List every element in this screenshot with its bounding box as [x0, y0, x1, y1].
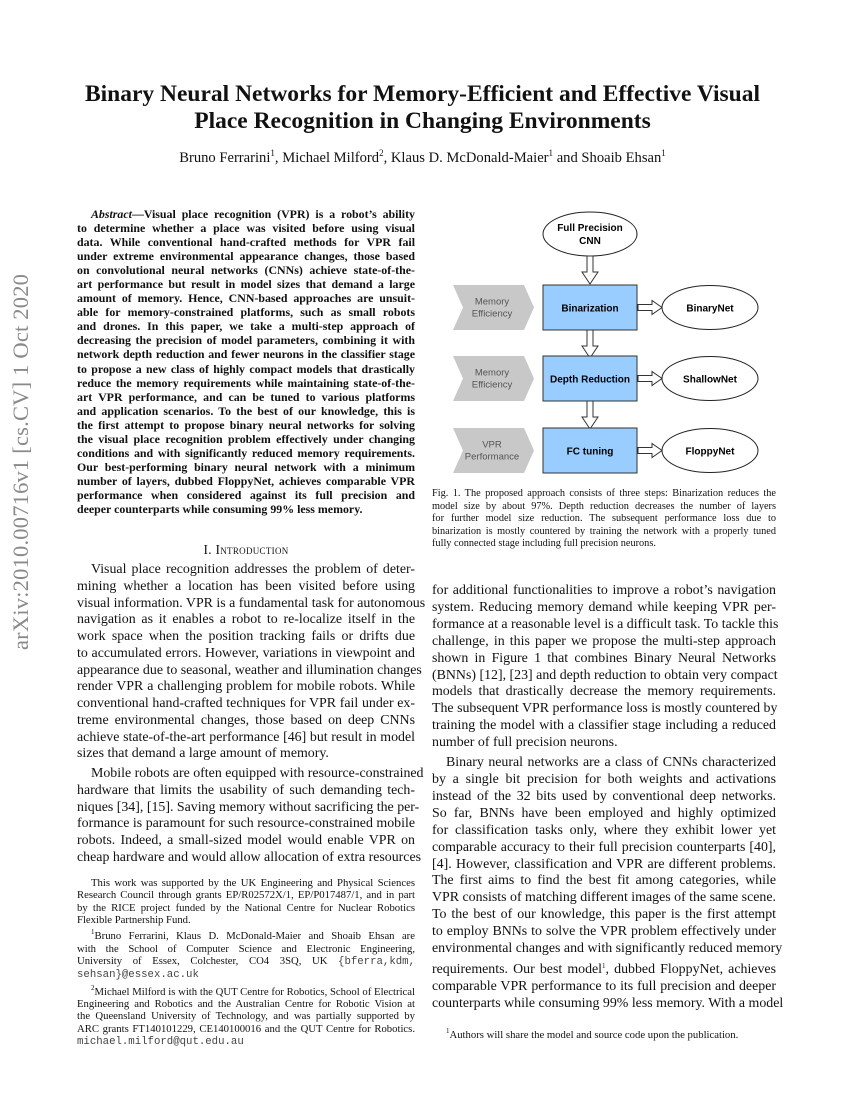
footnote-mark: 2 — [91, 983, 95, 992]
step-label: Binarization — [561, 303, 619, 315]
text-line: hardware that limits the usability of such demanding tech- — [77, 782, 415, 798]
affiliation-mark: 1 — [270, 148, 275, 158]
text-line: visual information. VPR is a fundamental task for autonomous — [77, 595, 426, 611]
email-text: michael.milford@qut.edu.au — [77, 1036, 244, 1049]
goal-label: Performance — [464, 451, 520, 463]
right-arrow-icon — [638, 444, 662, 458]
footnotes-right — [432, 1025, 776, 1041]
text-line: to determine whether a place was visited before using visual — [77, 221, 415, 236]
text-line: challenge, in this paper we propose the multi-step approach — [432, 633, 776, 649]
right-arrow-icon — [638, 372, 662, 386]
down-arrow-icon — [582, 256, 598, 284]
arxiv-identifier: arXiv:2010.00716v1 [cs.CV] 1 Oct 2020 — [8, 273, 33, 650]
text-line: to employ BNNs to solve the VPR problem effectively under — [432, 924, 776, 940]
input-label: Full Precision — [557, 223, 623, 234]
footnote-mark: 1 — [91, 928, 95, 937]
text-line: instead of the 32 bits used by conventional deep networks. — [432, 788, 776, 804]
text-line: for further model size reduction. The subsequent performance loss due to — [432, 513, 776, 524]
goal-label: Efficiency — [471, 379, 513, 391]
text-span: requirements. Our best model — [432, 961, 603, 977]
paragraph — [432, 1025, 776, 1041]
text-line: for classification tasks only, where they exhibit lower yet — [432, 822, 776, 838]
text-line: Research Council through grants EP/R02572X/1, EP/P017487/1, and in part — [77, 889, 415, 902]
paragraph — [432, 583, 779, 752]
text-line: robots. Indeed, a small-sized model would enable VPR on — [77, 833, 415, 848]
text-line: To the best of our knowledge, this paper is the first attempt — [432, 907, 776, 923]
text-line: The first aims to find the best fit among categories, while — [432, 873, 776, 889]
text-line: Flexible Partnership Fund. — [77, 914, 191, 927]
text-line: cheap hardware and would allow allocation of extra resources — [77, 849, 422, 865]
text-span: Abstract — [91, 207, 132, 221]
footnote-mark: 1 — [446, 1027, 450, 1035]
separator: , — [383, 149, 391, 166]
text-line: decreasing the precision of model parameters, combining it with — [77, 333, 415, 348]
output-label: ShallowNet — [683, 374, 737, 386]
text-line: number of layers, dubbed FloppyNet, achieves comparable VPR — [77, 473, 415, 488]
text-line: So far, BNNs have been employed and highly optimized — [432, 805, 776, 821]
text-line: amount of memory. Hence, CNN-based approaches are unsuit- — [77, 291, 415, 306]
text-line: model size by about 97%. Depth reduction decreases the number of layers — [432, 500, 776, 512]
text-line: the first attempt to propose binary neural networks for solving — [77, 417, 415, 432]
figure-caption — [432, 488, 776, 551]
right-arrow-icon — [638, 301, 662, 315]
text-line: binarization is mostly countered by training the network with a properly tuned — [432, 525, 776, 537]
text-line: Fig. 1. The proposed approach consists of three steps: Binarization reduces the — [432, 488, 776, 499]
separator: and — [553, 149, 582, 166]
text-line: system. Reducing memory demand while keeping VPR per- — [432, 599, 776, 615]
separator: , — [274, 149, 283, 166]
paragraph — [432, 755, 784, 1013]
text-line: training the model with a classifier stage including a reduced — [432, 718, 776, 734]
text-line: performance when considered against its full precision and — [77, 487, 415, 502]
down-arrow-icon — [582, 401, 598, 429]
text-line: work space when the position tracking fails or drifts due — [77, 629, 415, 644]
body-text-right-column — [432, 583, 784, 1013]
output-label: BinaryNet — [686, 303, 734, 315]
goal-label: VPR — [482, 439, 502, 451]
text-line: data. While conventional hand-crafted methods for VPR fail — [77, 235, 415, 250]
footnotes-left — [77, 877, 415, 1048]
text-line: Engineering and Robotics and the Australian Centre for Robotic Vision at — [77, 998, 415, 1011]
footnote-mark: 1 — [602, 961, 606, 970]
text-line: counterparts while consuming 99% less memory. With a model — [432, 995, 784, 1011]
affiliation-mark: 1 — [661, 148, 666, 158]
text-line: to propose a new class of highly compact models that drastically — [77, 361, 415, 376]
text-line: art performance but result in model sizes that demand a large — [77, 277, 415, 292]
text-line — [77, 982, 415, 998]
goal-label: Efficiency — [471, 308, 513, 320]
text-line: to accumulated errors. However, variations in viewpoint and — [77, 645, 415, 661]
text-line: treme environmental changes, those based on deep CNNs — [77, 712, 415, 728]
output-label: FloppyNet — [685, 446, 735, 458]
email-text: {bferra,kdm, — [338, 956, 415, 969]
text-line: [4]. However, classification and VPR are different problems. — [432, 856, 776, 872]
text-span: , dubbed FloppyNet, achieves — [605, 961, 776, 977]
text-line: the visual place recognition problem effectively under changing — [77, 431, 415, 446]
text-line — [77, 968, 415, 981]
text-line: by the RICE project funded by the National Centre for Nuclear Robotics — [77, 901, 415, 914]
text-line: conventional hand-crafted techniques for VPR fail under ex- — [77, 696, 415, 711]
text-line: network depth reduction and fewer neurons in the classifier stage — [77, 347, 415, 362]
text-line: (BNNs) [12], [23] and depth reduction to obtain very compact — [432, 667, 778, 683]
text-line — [77, 955, 415, 968]
text-line: models that drastically decrease the memory requirements. — [432, 684, 776, 700]
text-line: art VPR performance, and can be tuned to various platforms — [77, 389, 415, 404]
email-text: sehsan}@essex.ac.uk — [77, 969, 199, 982]
down-arrow-icon — [582, 330, 598, 358]
goal-label: Memory — [474, 296, 510, 308]
goal-chevron — [453, 428, 534, 473]
paragraph — [77, 877, 415, 926]
text-span: —Visual place recognition (VPR) is a robot’s ability — [131, 207, 415, 221]
text-line: formance at a reasonable level is a difficult task. To tackle this — [432, 616, 779, 632]
text-line: Visual place recognition addresses the problem of deter- — [91, 562, 415, 577]
text-span: Bruno Ferrarini, Klaus D. McDonald-Maier and Shoaib Ehsan are — [94, 930, 415, 943]
figure-1-diagram — [0, 0, 845, 500]
text-span: University of Essex, Colchester, CO4 3SQ, UK — [77, 955, 339, 968]
body-text-left-column — [77, 562, 426, 867]
text-line: ARC grants FT140101229, CE140100016 and the QUT Centre for Robotics. — [77, 1022, 415, 1035]
step-label: FC tuning — [566, 446, 614, 458]
text-line: formance is paramount for such resource-constrained mobile — [77, 816, 415, 832]
author-name: Michael Milford — [282, 149, 380, 166]
text-line: reduce the memory requirements while maintaining state-of-the- — [77, 375, 415, 390]
step-label: Depth Reduction — [550, 374, 630, 386]
text-line — [432, 1025, 776, 1041]
goal-chevron — [453, 356, 534, 401]
text-line: VPR consists of matching different images of the same scene. — [432, 890, 776, 906]
text-line: appearance due to seasonal, weather and illumination changes — [77, 662, 422, 678]
text-span: Authors will share the model and source code upon the publication. — [449, 1029, 739, 1041]
title-line-2: Place Recognition in Changing Environments — [194, 108, 651, 134]
text-line: by a single bit precision for both weights and activations — [432, 771, 776, 787]
text-line: under extreme environmental appearance changes, those based — [77, 249, 415, 264]
text-line: This work was supported by the UK Engineering and Physical Sciences — [91, 877, 415, 889]
affiliation-mark: 1 — [548, 148, 554, 158]
text-line — [77, 926, 415, 942]
text-line: achieve state-of-the-art performance [46] but result in model — [77, 729, 415, 745]
text-line: Our best-performing binary neural network with a minimum — [77, 459, 415, 474]
text-line — [432, 958, 776, 979]
author-name: Klaus D. McDonald-Maier — [390, 149, 549, 166]
paragraph — [77, 982, 415, 1049]
text-line — [77, 1035, 415, 1048]
text-line: render VPR a challenging problem for mobile robots. While — [77, 679, 415, 695]
author-name: Bruno Ferrarini — [179, 149, 271, 166]
goal-chevron — [453, 285, 534, 330]
text-line: sizes that demand a large amount of memory. — [77, 746, 329, 762]
title-line-1: Binary Neural Networks for Memory-Efficient and Effective Visual — [84, 81, 761, 107]
text-line: the Queensland University of Technology, and was partially supported by — [77, 1010, 415, 1023]
text-line: fully connected stage including full precision neurons. — [432, 538, 656, 549]
text-span: Michael Milford is with the QUT Centre for Robotics, School of Electrical — [94, 985, 415, 998]
text-line: The subsequent VPR performance loss is mostly countered by — [432, 701, 778, 717]
section-heading-introduction: I. Introduction — [203, 542, 289, 557]
paragraph — [77, 562, 426, 763]
text-line: mining whether a location has been visited before using — [77, 578, 415, 594]
paragraph — [432, 488, 776, 551]
text-line: Binary neural networks are a class of CNNs characterized — [446, 755, 776, 771]
text-line: for additional functionalities to improve a robot’s navigation — [432, 583, 776, 598]
text-line: and drones. In this paper, we take a multi-step approach of — [77, 319, 415, 334]
text-line: shown in Figure 1 that combines Binary Neural Networks — [432, 650, 776, 666]
text-line: niques [34], [15]. Saving memory without sacrificing the per- — [77, 799, 420, 815]
text-line: with the School of Computer Science and Electronic Engineering, — [77, 942, 415, 955]
text-line: deeper counterparts while consuming 99% less memory. — [77, 501, 363, 516]
input-label: CNN — [579, 236, 601, 247]
text-line: Mobile robots are often equipped with resource-constrained — [91, 766, 424, 781]
text-line: and application scenarios. To the best of our knowledge, this is — [77, 403, 415, 418]
author-name: Shoaib Ehsan — [581, 149, 662, 166]
goal-label: Memory — [474, 367, 510, 379]
paragraph — [77, 926, 415, 981]
text-line: environmental changes and with significantly reduced memory — [432, 941, 783, 957]
text-line: conditions and with significantly reduced memory requirements. — [77, 445, 415, 460]
text-line: comparable VPR performance to its full precision and deeper — [432, 978, 776, 994]
text-line: navigation as it enables a robot to re-localize itself in the — [77, 612, 415, 628]
input-node — [543, 212, 637, 256]
text-line: able for memory-constrained platforms, such as small robots — [77, 305, 415, 320]
paragraph — [77, 766, 424, 867]
affiliation-mark: 2 — [379, 148, 384, 158]
text-line: comparable accuracy to their full precision counterparts [40], — [432, 839, 776, 855]
text-line: number of full precision neurons. — [432, 735, 618, 751]
text-line: on convolutional neural networks (CNNs) achieve state-of-the- — [77, 263, 415, 278]
